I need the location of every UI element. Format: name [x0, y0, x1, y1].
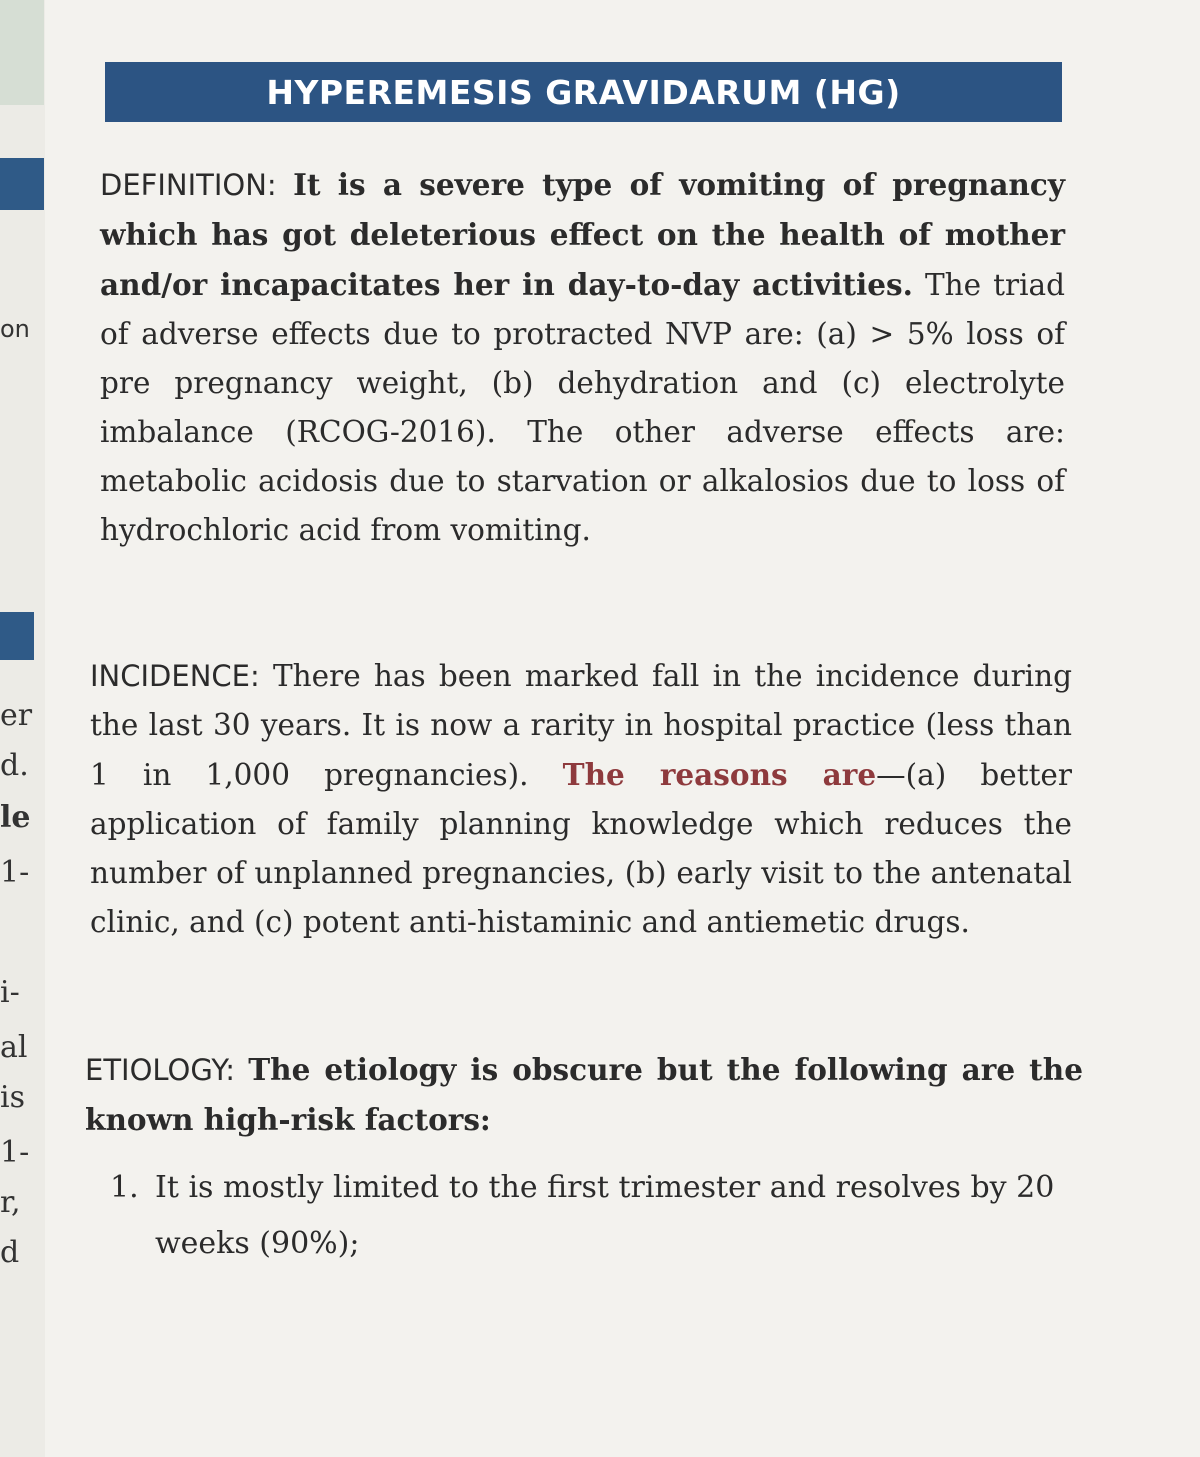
etiology-paragraph — [85, 1045, 1083, 1145]
adjacent-page-fragment: le — [0, 800, 31, 835]
definition-heading: DEFINITION: — [100, 168, 277, 202]
adjacent-page-fragment: d — [0, 1235, 20, 1270]
adjacent-page-edge — [0, 0, 45, 1457]
incidence-paragraph — [90, 652, 1072, 947]
adjacent-page-fragment: 1- — [0, 855, 30, 890]
definition-paragraph — [100, 160, 1065, 555]
incidence-text: There has been marked fall in the incidence during the last 30 years. It is now a rarity in hospital practice (less than 1 in 1,000 pregnancies). — [90, 659, 1072, 792]
etiology-bold-text: The etiology is obscure but the following are the known high-risk factors: — [85, 1052, 1083, 1137]
definition-bold-text: It is a severe type of vomiting of pregnancy which has got deleterious effect on the health of mother and/or incapacitates her in day-to-day activities. — [100, 167, 1065, 302]
incidence-heading: INCIDENCE: — [90, 659, 260, 693]
list-item — [110, 1160, 1085, 1272]
adjacent-page-green-block — [0, 0, 44, 105]
incidence-reasons-text: —(a) better application of family planning knowledge which reduces the number of unplanned pregnancies, (b) early visit to the antenatal clinic, and (c) potent anti-histaminic and antiemetic drugs. — [90, 758, 1072, 939]
adjacent-page-fragment: d. — [0, 748, 29, 783]
section-title: HYPEREMESIS GRAVIDARUM (HG) — [266, 72, 901, 112]
incidence-highlight: The reasons are — [562, 757, 877, 792]
adjacent-page-blue-block — [0, 158, 44, 210]
adjacent-page-blue-block — [0, 612, 34, 660]
adjacent-page-fragment: on — [0, 315, 30, 343]
risk-factor-list — [110, 1160, 1085, 1272]
adjacent-page-fragment: is — [0, 1080, 25, 1115]
adjacent-page-fragment: 1- — [0, 1135, 30, 1170]
list-item-text: It is mostly limited to the first trimester and resolves by 20 weeks (90%); — [155, 1170, 1055, 1261]
list-item-number: 1. — [110, 1170, 139, 1205]
section-title-bar — [105, 62, 1062, 122]
definition-text: The triad of adverse effects due to protracted NVP are: (a) > 5% loss of pre pregnancy weight, (b) dehydration and (c) electrolyte imbalance (RCOG-2016). The other adverse effects are: metabolic acidosis due to starvation or alkalosios due to loss of hydrochloric acid from vomiting. — [100, 268, 1065, 547]
adjacent-page-fragment: al — [0, 1030, 28, 1065]
adjacent-page-fragment: r, — [0, 1185, 21, 1220]
adjacent-page-fragment: er — [0, 698, 33, 733]
etiology-heading: ETIOLOGY: — [85, 1053, 236, 1087]
adjacent-page-fragment: i- — [0, 975, 20, 1010]
